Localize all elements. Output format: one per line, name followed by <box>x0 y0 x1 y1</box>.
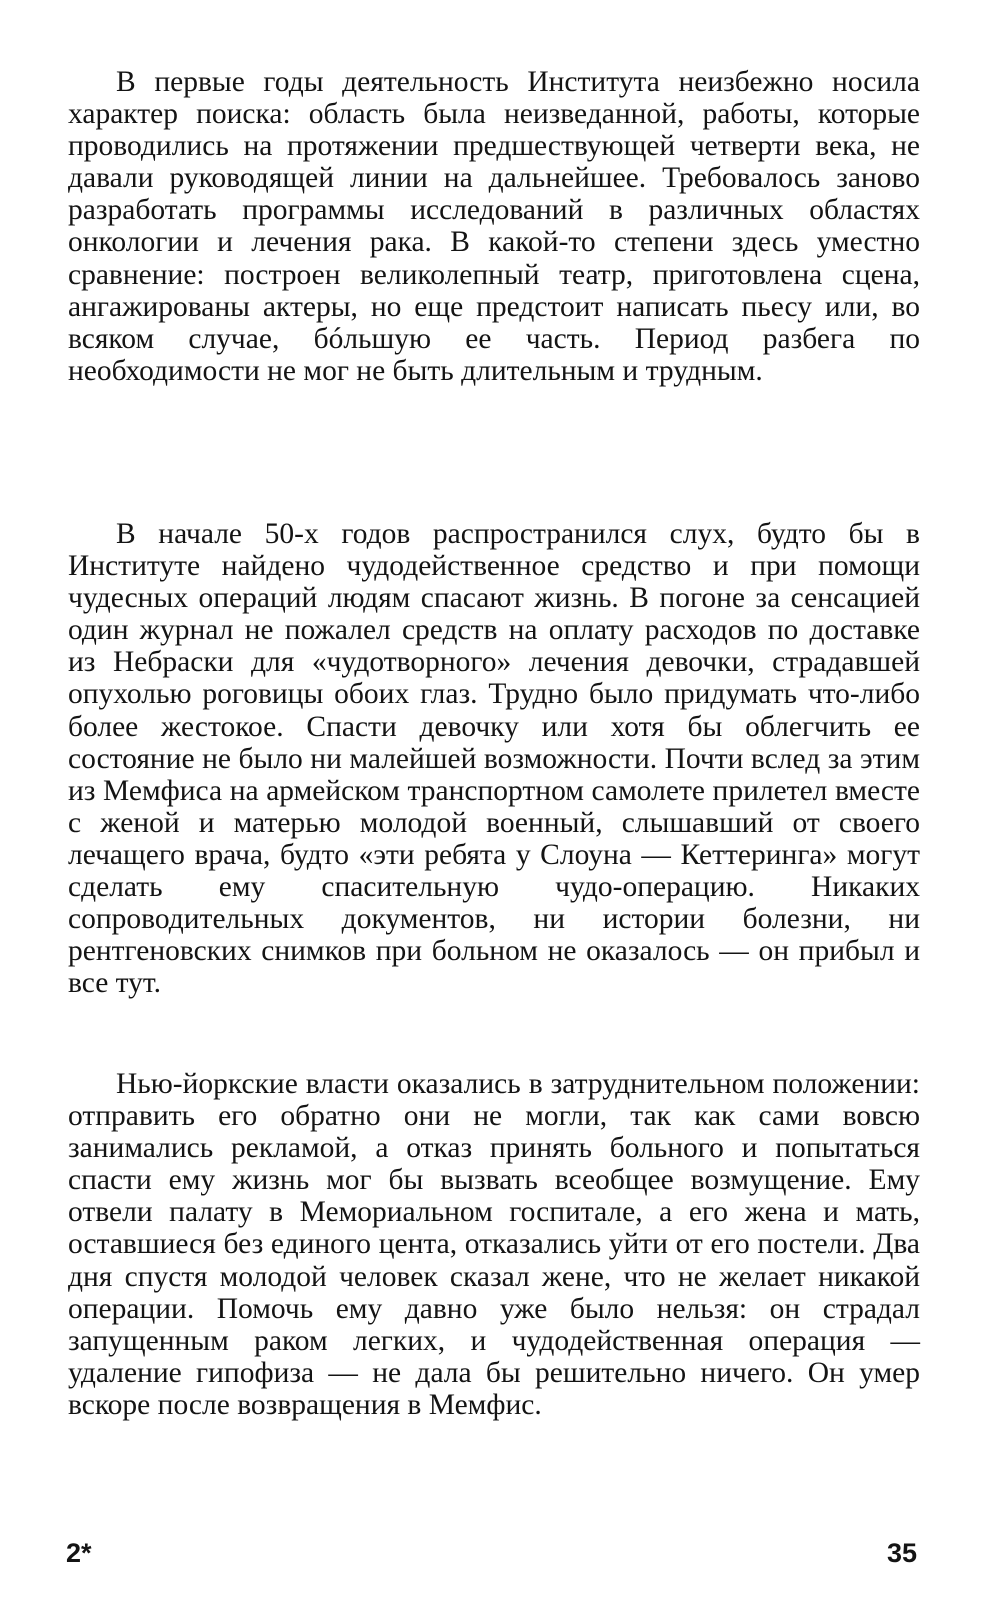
page-number: 35 <box>886 1538 917 1568</box>
paragraph-2: В начале 50-х годов распространился слух, будто бы в Институте найдено чудодейственное средство и при помощи чудесных операций людям спасают жизнь. В погоне за сенсацией один журнал не пожалел средств на оплату расходов по доставке из Небраски для «чудотворного» лечения девочки, страдавшей опухолью роговицы обоих глаз. Трудно было придумать что-либо более жестокое. Спасти девочку или хотя бы облегчить ее состояние не было ни малейшей возможности. Почти вслед за этим из Мемфиса на армейском транспортном самолете прилетел вместе с женой и матерью молодой военный, слышавший от своего лечащего врача, будто «эти ребята у Слоуна — Кеттеринга» могут сделать ему спасительную чудо-операцию. Никаких сопроводительных документов, ни истории болезни, ни рентгеновских снимков при больном не оказалось — он прибыл и все тут. <box>68 518 920 1000</box>
signature-mark: 2* <box>66 1538 92 1568</box>
paragraph-1: В первые годы деятельность Института неизбежно носила характер поиска: область была неизведанной, работы, которые проводились на протяжении предшествующей четверти века, не давали руководящей линии на дальнейшее. Требовалось заново разработать программы исследований в различных областях онкологии и лечения рака. В какой-то степени здесь уместно сравнение: построен великолепный театр, приготовлена сцена, ангажированы актеры, но еще предстоит написать пьесу или, во всяком случае, бóльшую ее часть. Период разбега по необходимости не мог не быть длительным и трудным. <box>68 66 920 387</box>
paragraph-3: Нью-йоркские власти оказались в затруднительном положении: отправить его обратно они не могли, так как сами вовсю занимались рекламой, а отказ принять больного и попытаться спасти ему жизнь мог бы вызвать всеобщее возмущение. Ему отвели палату в Мемориальном госпитале, а его жена и мать, оставшиеся без единого цента, отказались уйти от его постели. Два дня спустя молодой человек сказал жене, что не желает никакой операции. Помочь ему давно уже было нельзя: он страдал запущенным раком легких, и чудодейственная операция — удаление гипофиза — не дала бы решительно ничего. Он умер вскоре после возвращения в Мемфис. <box>68 1068 920 1421</box>
